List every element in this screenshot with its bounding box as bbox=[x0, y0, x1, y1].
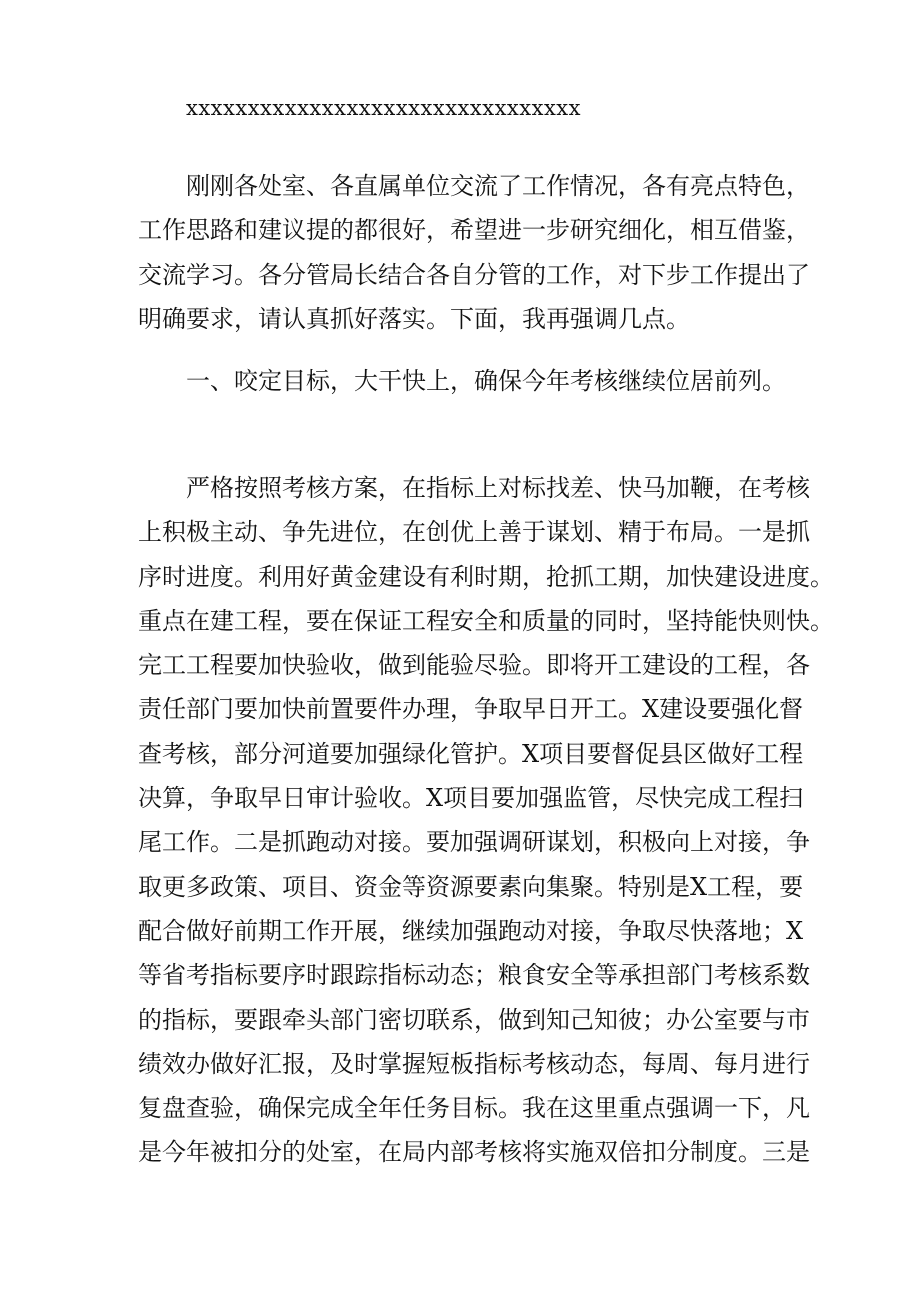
paragraph-line: 交流学习。各分管局长结合各自分管的工作，对下步工作提出了 bbox=[138, 260, 810, 289]
section-heading-1 bbox=[138, 359, 788, 403]
paragraph-line: 决算，争取早日审计验收。X项目要加强监管，尽快完成工程扫 bbox=[138, 784, 804, 813]
paragraph-intro bbox=[138, 164, 810, 341]
document-title: xxxxxxxxxxxxxxxxxxxxxxxxxxxxxxxx bbox=[186, 96, 581, 120]
paragraph-line: 尾工作。二是抓跑动对接。要加强调研谋划，积极向上对接，争 bbox=[138, 828, 810, 857]
paragraph-line: 等省考指标要序时跟踪指标动态；粮食安全等承担部门考核系数 bbox=[138, 961, 810, 990]
paragraph-line: 重点在建工程，要在保证工程安全和质量的同时，坚持能快则快。 bbox=[138, 606, 834, 635]
paragraph-line: 上积极主动、争先进位，在创优上善于谋划、精于布局。一是抓 bbox=[138, 518, 810, 547]
paragraph-line: 复盘查验，确保完成全年任务目标。我在这里重点强调一下，凡 bbox=[138, 1094, 810, 1123]
paragraph-line: 严格按照考核方案，在指标上对标找差、快马加鞭，在考核 bbox=[186, 474, 810, 502]
paragraph-line: 序时进度。利用好黄金建设有利时期，抢抓工期，加快建设进度。 bbox=[138, 562, 834, 591]
paragraph-line: 完工工程要加快验收，做到能验尽验。即将开工建设的工程，各 bbox=[138, 651, 810, 680]
paragraph-line: 绩效办做好汇报，及时掌握短板指标考核动态，每周、每月进行 bbox=[138, 1049, 810, 1078]
paragraph-body bbox=[138, 466, 834, 1175]
paragraph-line: 明确要求，请认真抓好落实。下面，我再强调几点。 bbox=[138, 304, 690, 333]
paragraph-line: 取更多政策、项目、资金等资源要素向集聚。特别是X工程，要 bbox=[138, 872, 804, 901]
paragraph-line: 是今年被扣分的处室，在局内部考核将实施双倍扣分制度。三是 bbox=[138, 1138, 810, 1167]
paragraph-line: 的指标，要跟牵头部门密切联系，做到知己知彼；办公室要与市 bbox=[138, 1005, 810, 1034]
paragraph-line: 责任部门要加快前置要件办理，争取早日开工。X建设要强化督 bbox=[138, 695, 804, 724]
paragraph-line: 配合做好前期工作开展，继续加强跑动对接，争取尽快落地；X bbox=[138, 916, 804, 945]
paragraph-line: 刚刚各处室、各直属单位交流了工作情况，各有亮点特色， bbox=[186, 172, 810, 200]
section-heading-line: 一、咬定目标，大干快上，确保今年考核继续位居前列。 bbox=[186, 367, 786, 395]
paragraph-line: 查考核，部分河道要加强绿化管护。X项目要督促县区做好工程 bbox=[138, 739, 804, 768]
paragraph-line: 工作思路和建议提的都很好，希望进一步研究细化，相互借鉴， bbox=[138, 216, 810, 245]
